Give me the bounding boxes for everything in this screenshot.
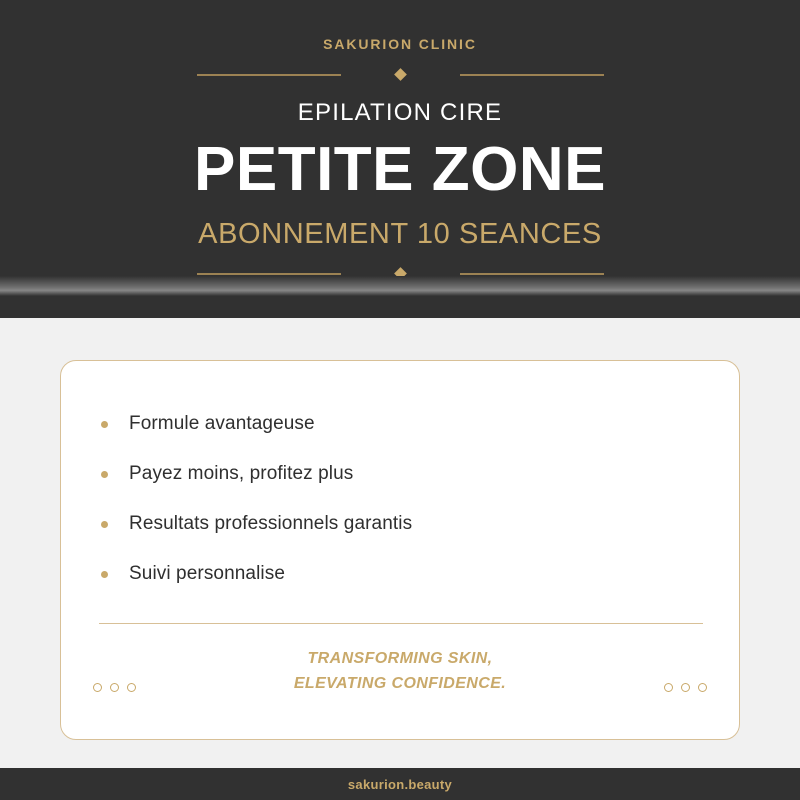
ornament-line-left	[197, 74, 341, 76]
page-title: PETITE ZONE	[194, 135, 606, 204]
circle-outline-icon	[698, 683, 707, 692]
decorative-dots-left	[93, 683, 136, 692]
card-divider	[99, 623, 703, 624]
list-item	[61, 549, 739, 599]
tagline-line-2: ELEVATING CONFIDENCE.	[293, 674, 507, 692]
benefits-list	[61, 361, 739, 599]
bullet-dot-icon	[101, 471, 108, 478]
circle-outline-icon	[110, 683, 119, 692]
list-item	[61, 449, 739, 499]
benefit-label: Suivi personnalise	[129, 563, 285, 584]
decorative-dots-right	[664, 683, 707, 692]
ornament-line-left	[197, 273, 341, 275]
benefit-label: Formule avantageuse	[129, 413, 315, 434]
tagline	[61, 647, 739, 697]
header-banner	[0, 0, 800, 318]
tagline-line-1: TRANSFORMING SKIN,	[307, 650, 493, 667]
social-handle: sakurion.beauty	[347, 776, 453, 792]
circle-outline-icon	[93, 683, 102, 692]
service-subtitle: EPILATION CIRE	[297, 99, 503, 126]
brand-name: SAKURION CLINIC	[323, 36, 477, 52]
bullet-dot-icon	[101, 421, 108, 428]
footer-bar	[0, 768, 800, 800]
diamond-icon	[394, 68, 407, 81]
circle-outline-icon	[664, 683, 673, 692]
ornament-line-right	[460, 273, 604, 275]
bullet-dot-icon	[101, 571, 108, 578]
offer-label: ABONNEMENT 10 SEANCES	[198, 218, 602, 251]
ornament-line-right	[460, 74, 604, 76]
list-item	[61, 499, 739, 549]
bullet-dot-icon	[101, 521, 108, 528]
ornament-divider-top	[0, 70, 800, 79]
list-item	[61, 399, 739, 449]
circle-outline-icon	[681, 683, 690, 692]
header-content	[0, 0, 800, 282]
benefits-card	[60, 360, 740, 740]
circle-outline-icon	[127, 683, 136, 692]
header-glow-band	[0, 276, 800, 296]
benefit-label: Resultats professionnels garantis	[129, 513, 413, 534]
benefit-label: Payez moins, profitez plus	[129, 463, 354, 484]
